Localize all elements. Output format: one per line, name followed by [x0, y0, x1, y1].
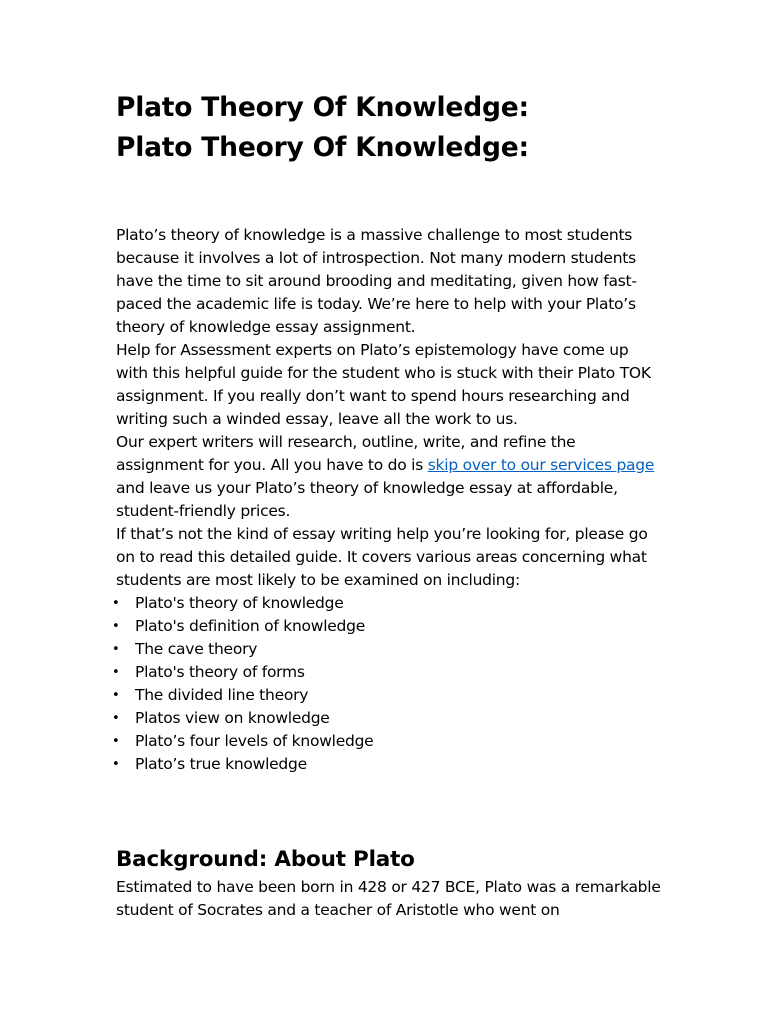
- list-item: [112, 638, 661, 661]
- page-title: [116, 88, 661, 168]
- list-item-label: Plato’s true knowledge: [135, 755, 307, 773]
- bullet-icon: •: [112, 642, 120, 657]
- list-item-label: Plato’s four levels of knowledge: [135, 732, 374, 750]
- list-item-label: Platos view on knowledge: [135, 709, 330, 727]
- bullet-icon: •: [112, 596, 120, 611]
- paragraph-text: and leave us your Plato’s theory of knowledge essay at affordable, student-friendly prices.: [116, 479, 618, 520]
- list-item: [112, 684, 661, 707]
- list-item: [112, 707, 661, 730]
- topics-list: [112, 592, 661, 776]
- bullet-icon: •: [112, 757, 120, 772]
- intro-section: [112, 224, 661, 776]
- services-page-link[interactable]: skip over to our services page: [427, 456, 655, 474]
- bullet-icon: •: [112, 711, 120, 726]
- document-page: [112, 88, 661, 922]
- title-line-1: Plato Theory Of Knowledge:: [116, 92, 529, 123]
- list-item-label: The divided line theory: [135, 686, 309, 704]
- bullet-icon: •: [112, 619, 120, 634]
- list-item-label: The cave theory: [135, 640, 258, 658]
- intro-paragraph-3: [116, 431, 661, 523]
- list-item: [112, 730, 661, 753]
- background-paragraph: Estimated to have been born in 428 or 427 BCE, Plato was a remarkable student of Socrates and a teacher of Aristotle who went on: [116, 878, 661, 919]
- section-heading-background: Background: About Plato: [116, 847, 415, 872]
- list-item: [112, 661, 661, 684]
- intro-paragraph-1: Plato’s theory of knowledge is a massive challenge to most students because it involves a lot of introspection. Not many modern students have the time to sit around brooding and meditating, given how fast-paced the academic life is today. We’re here to help with your Plato’s theory of knowledge essay assignment.: [116, 226, 637, 336]
- title-line-2: Plato Theory Of Knowledge:: [116, 132, 529, 163]
- list-item: [112, 592, 661, 615]
- paragraph-text: Our expert writers will research, outline, write, and refine the assignment for you. All you have to do is: [116, 433, 576, 474]
- list-item-label: Plato's theory of forms: [135, 663, 305, 681]
- bullet-icon: •: [112, 688, 120, 703]
- list-item-label: Plato's definition of knowledge: [135, 617, 365, 635]
- list-item: [112, 615, 661, 638]
- list-item: [112, 753, 661, 776]
- bullet-icon: •: [112, 734, 120, 749]
- list-item-label: Plato's theory of knowledge: [135, 594, 344, 612]
- bullet-icon: •: [112, 665, 120, 680]
- intro-paragraph-4: If that’s not the kind of essay writing help you’re looking for, please go on to read this detailed guide. It covers various areas concerning what students are most likely to be examined on including:: [116, 525, 648, 589]
- intro-paragraph-2: Help for Assessment experts on Plato’s epistemology have come up with this helpful guide for the student who is stuck with their Plato TOK assignment. If you really don’t want to spend hours researching and writing such a winded essay, leave all the work to us.: [116, 341, 651, 428]
